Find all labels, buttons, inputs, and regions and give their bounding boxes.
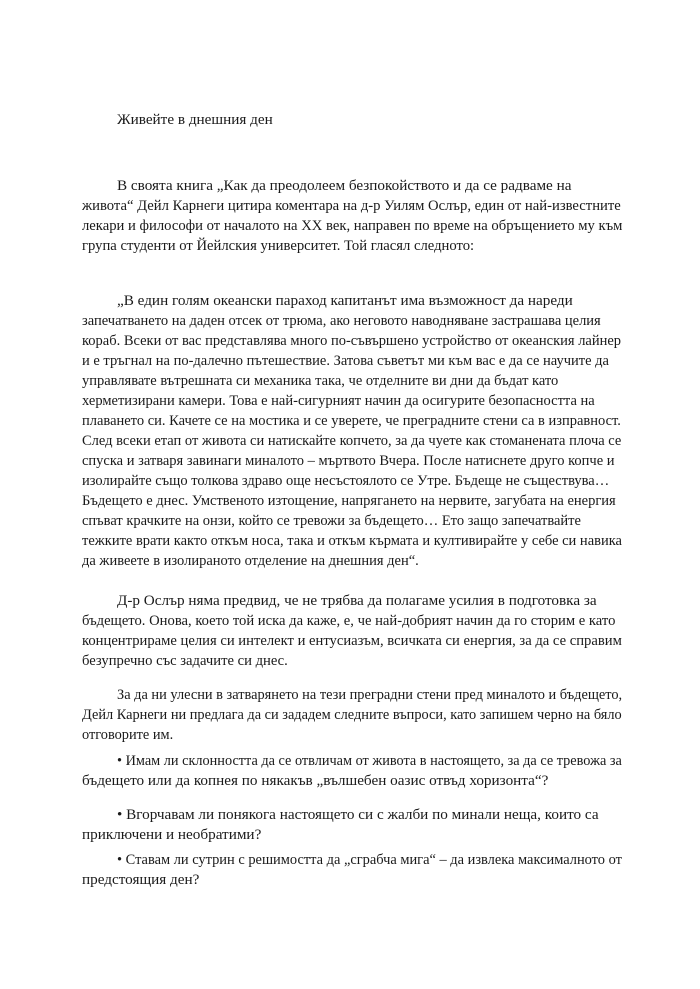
text-line: безупречно със задачите си днес. xyxy=(82,652,288,669)
bullet-item-3-continued xyxy=(82,870,199,890)
text-line: В своята книга „Как да преодолеем безпокойството и да се радваме на xyxy=(117,177,572,194)
text-line: управлявате вътрешната си механика така, че отделните ви дни да бъдат като xyxy=(82,372,559,389)
bullet-item-3 xyxy=(117,850,649,870)
text-line: запечатването на даден отсек от трюма, ако неговото наводняване застрашава целия xyxy=(82,312,601,329)
text-line: • Вгорчавам ли понякога настоящето си с жалби по минали неща, които са xyxy=(117,806,599,823)
text-line: • Ставам ли сутрин с решимостта да „сграбча мига“ – да извлека максималното от xyxy=(117,851,622,868)
bullet-item-2-continued xyxy=(82,825,261,845)
text-line: След всеки етап от живота си натискайте копчето, за да чуете как стоманената плоча се xyxy=(82,432,622,449)
text-line: херметизирани камери. Това е най-сигурният начин да осигурите безопасността на xyxy=(82,392,595,409)
text-line: „В един голям океански параход капитанът има възможност да нареди xyxy=(117,292,573,309)
text-line: отговорите им. xyxy=(82,726,174,743)
bullet-item-1-continued xyxy=(82,771,548,791)
intro-paragraph-continued xyxy=(82,196,642,256)
quote-paragraph-continued xyxy=(82,311,648,571)
body-paragraph-1 xyxy=(117,591,597,611)
text-line: и е тръгнал на по-далечно пътешествие. Затова съветът ми към вас е да се научите да xyxy=(82,352,609,369)
quote-paragraph xyxy=(117,291,573,311)
text-line: бъдещето. Онова, което той иска да каже, е, че най-добрият начин да го сторим е като xyxy=(82,612,616,629)
text-line: Дейл Карнеги ни предлага да си зададем следните въпроси, като запишем черно на бяло xyxy=(82,706,622,723)
text-line: плаването си. Качете се на мостика и се уверете, че преградните стени са в изправност. xyxy=(82,412,621,429)
body-paragraph-2-continued xyxy=(82,705,654,745)
text-line: тежките врати както откъм носа, така и откъм кърмата и култивирайте у себе си навика xyxy=(82,532,622,549)
bullet-item-2 xyxy=(117,805,599,825)
body-paragraph-2 xyxy=(117,685,651,705)
text-line: спъват крачките на онзи, който се тревожи за бъдещето… Ето защо запечатвайте xyxy=(82,512,581,529)
text-line: живота“ Дейл Карнеги цитира коментара на д-р Уилям Ослър, един от най-известните xyxy=(82,197,621,214)
text-line: • Имам ли склонността да се отвличам от живота в настоящето, за да се тревожа за xyxy=(117,752,622,769)
text-line: приключени и необратими? xyxy=(82,826,262,843)
text-line: група студенти от Йейлския университет. Той гласял следното: xyxy=(82,237,475,254)
text-line: бъдещето или да копнея по някакъв „вълшебен оазис отвъд хоризонта“? xyxy=(82,772,549,789)
text-line: За да ни улесни в затварянето на тези преградни стени пред миналото и бъдещето, xyxy=(117,686,623,703)
text-line: предстоящия ден? xyxy=(82,871,200,888)
text-line: лекари и философи от началото на XX век, направен по време на обръщението му към xyxy=(82,217,623,234)
intro-paragraph xyxy=(117,176,571,196)
title-line: Живейте в днешния ден xyxy=(117,111,273,128)
document-title xyxy=(117,110,273,130)
text-line: спуска и затваря завинаги миналото – мъртвото Вчера. После натиснете друго копче и xyxy=(82,452,615,469)
text-line: Бъдещето е днес. Умственото изтощение, напрягането на нервите, загубата на енергия xyxy=(82,492,616,509)
text-line: концентрираме целия си интелект и ентусиазъм, всичката си енергия, за да се справим xyxy=(82,632,622,649)
bullet-item-1 xyxy=(117,751,654,771)
body-paragraph-1-continued xyxy=(82,611,643,671)
text-line: кораб. Всеки от вас представлява много по-съвършено устройство от океанския лайнер xyxy=(82,332,622,349)
text-line: Д-р Ослър няма предвид, че не трябва да полагаме усилия в подготовка за xyxy=(117,592,597,609)
text-line: изолирайте също толкова здраво още несъстоялото се Утре. Бъдеще не съществува… xyxy=(82,472,610,489)
text-line: да живеете в изолираното отделение на днешния ден“. xyxy=(82,552,419,569)
